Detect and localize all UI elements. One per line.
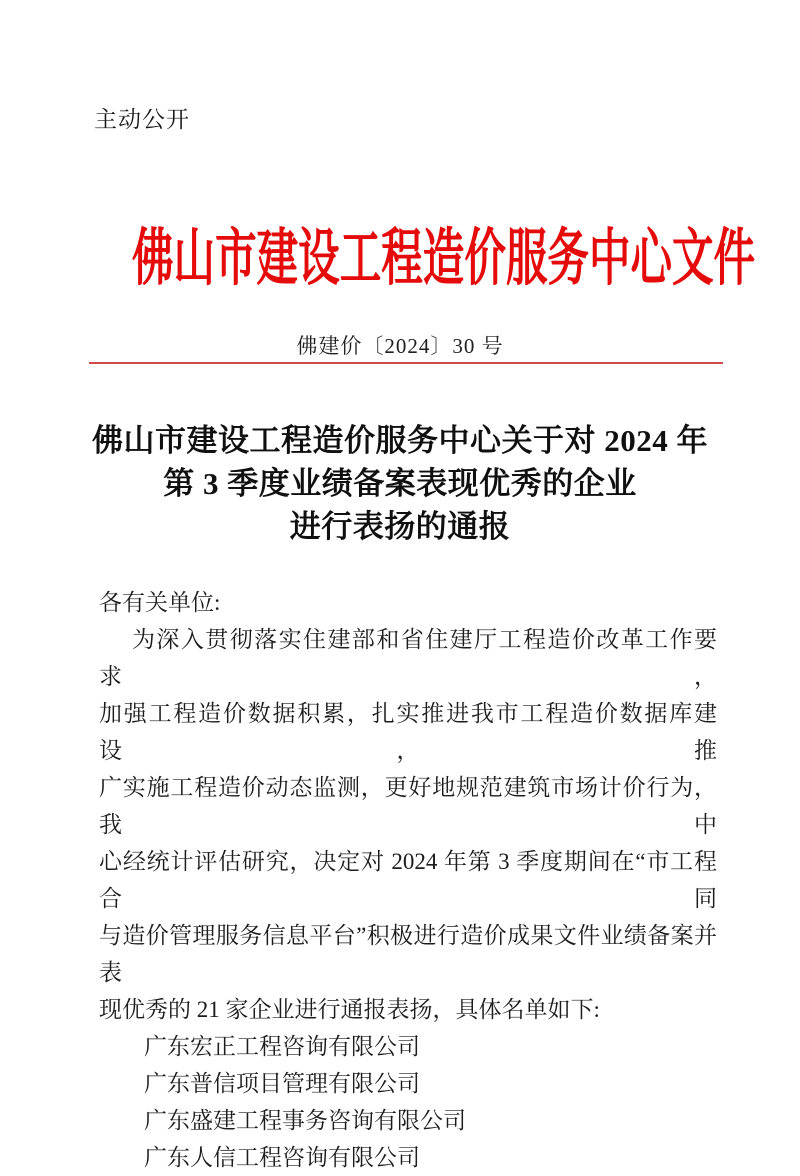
- notice-title: [0, 419, 800, 548]
- company-list-item: 广东宏正工程咨询有限公司: [144, 1034, 420, 1059]
- body-paragraph-line: 与造价管理服务信息平台”积极进行造价成果文件业绩备案并表: [99, 923, 717, 985]
- notice-title-line-3: 进行表扬的通报: [289, 509, 511, 544]
- publicity-label: 主动公开: [94, 106, 190, 132]
- salutation: 各有关单位:: [99, 590, 221, 615]
- body-paragraph-line: 加强工程造价数据积累，扎实推进我市工程造价数据库建设，推: [99, 701, 717, 763]
- company-list-item: 广东普信项目管理有限公司: [144, 1071, 420, 1096]
- notice-body: [99, 584, 717, 1176]
- body-paragraph-line: 现优秀的 21 家企业进行通报表扬，具体名单如下:: [99, 997, 600, 1022]
- company-list-item: 广东人信工程咨询有限公司: [144, 1145, 420, 1170]
- masthead-title: 佛山市建设工程造价服务中心文件: [132, 225, 756, 293]
- document-number: 佛建价〔2024〕30 号: [296, 334, 504, 358]
- notice-title-line-1: 佛山市建设工程造价服务中心关于对 2024 年: [92, 423, 708, 458]
- company-list-item: 广东盛建工程事务咨询有限公司: [144, 1108, 466, 1133]
- red-divider-rule: [89, 362, 723, 364]
- body-paragraph-line: 为深入贯彻落实住建部和省住建厅工程造价改革工作要求，: [99, 627, 717, 689]
- notice-title-line-2: 第 3 季度业绩备案表现优秀的企业: [163, 466, 637, 501]
- body-paragraph-line: 广实施工程造价动态监测，更好地规范建筑市场计价行为，我中: [99, 775, 717, 837]
- body-paragraph-line: 心经统计评估研究，决定对 2024 年第 3 季度期间在“市工程合同: [99, 849, 717, 911]
